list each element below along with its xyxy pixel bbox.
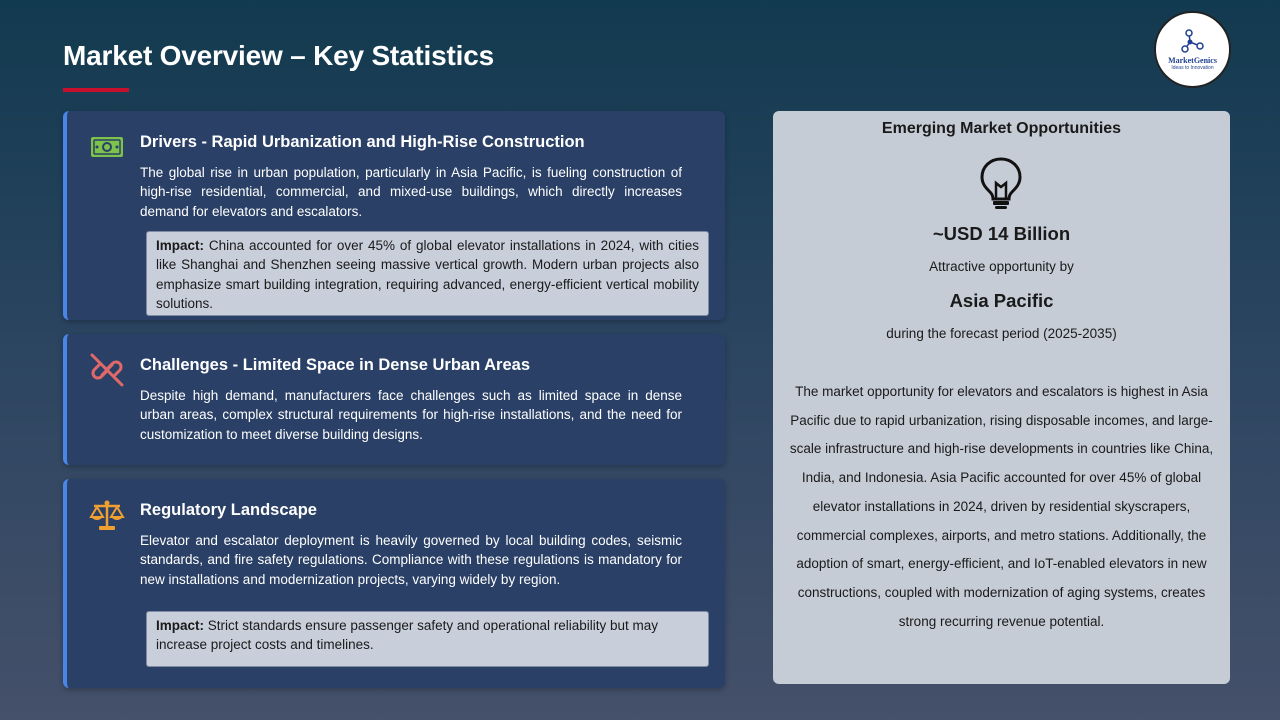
challenges-card (63, 334, 725, 465)
challenges-title: Challenges - Limited Space in Dense Urban Areas (140, 356, 531, 374)
impact-label: Impact: (156, 238, 205, 253)
opportunity-period: during the forecast period (2025-2035) (886, 326, 1117, 341)
network-nodes-icon (1180, 28, 1206, 54)
impact-text: Strict standards ensure passenger safety and operational reliability but may increase project costs and timelines. (156, 618, 659, 653)
opportunity-panel (773, 111, 1230, 684)
money-icon (89, 129, 125, 165)
drivers-impact-box (146, 231, 709, 316)
drivers-body: The global rise in urban population, particularly in Asia Pacific, is fueling construction of high-rise residential, commercial, and mixed-use buildings, which directly increases demand for elevators and escalators. (140, 165, 682, 219)
opportunity-line1: Attractive opportunity by (929, 259, 1074, 274)
company-logo (1154, 11, 1231, 88)
opportunity-title: Emerging Market Opportunities (881, 120, 1122, 137)
opportunity-value: ~USD 14 Billion (932, 223, 1071, 244)
opportunity-region: Asia Pacific (949, 290, 1054, 311)
challenges-body: Despite high demand, manufacturers face challenges such as limited space in dense urban areas, complex structural requirements for high-rise installations, and the need for customization to meet diverse building designs. (140, 388, 682, 442)
title-underline (63, 88, 129, 92)
regulatory-impact-box (146, 611, 709, 667)
logo-name: MarketGenics (1168, 56, 1217, 65)
regulatory-card (63, 479, 725, 688)
opportunity-description: The market opportunity for elevators and escalators is highest in Asia Pacific due to rapid urbanization, rising disposable incomes, and large-scale infrastructure and high-rise developments in countries like China, India, and Indonesia. Asia Pacific accounted for over 45% of global elevator installations in 2024, driven by residential skyscrapers, commercial complexes, airports, and metro stations. Additionally, the adoption of smart, energy-efficient, and IoT-enabled elevators in new constructions, coupled with modernization of aging systems, creates strong recurring revenue potential. (789, 384, 1214, 629)
page-title: Market Overview – Key Statistics (63, 40, 494, 71)
regulatory-body: Elevator and escalator deployment is heavily governed by local building codes, seismic standards, and fire safety regulations. Compliance with these regulations is mandatory for new installations and modernization projects, varying widely by region. (140, 533, 682, 587)
drivers-title: Drivers - Rapid Urbanization and High-Rise Construction (140, 133, 585, 151)
scales-icon (89, 497, 125, 533)
lightbulb-icon (977, 155, 1025, 211)
impact-label: Impact: (156, 618, 205, 633)
regulatory-title: Regulatory Landscape (140, 501, 317, 519)
broken-link-icon (89, 352, 125, 388)
logo-tagline: Ideas to Innovation (1171, 65, 1214, 71)
drivers-card (63, 111, 725, 320)
impact-text: China accounted for over 45% of global elevator installations in 2024, with cities like Shanghai and Shenzhen seeing massive vertical growth. Modern urban projects also emphasize smart building integration, requiring advanced, energy-efficient vertical mobility solutions. (156, 238, 699, 311)
